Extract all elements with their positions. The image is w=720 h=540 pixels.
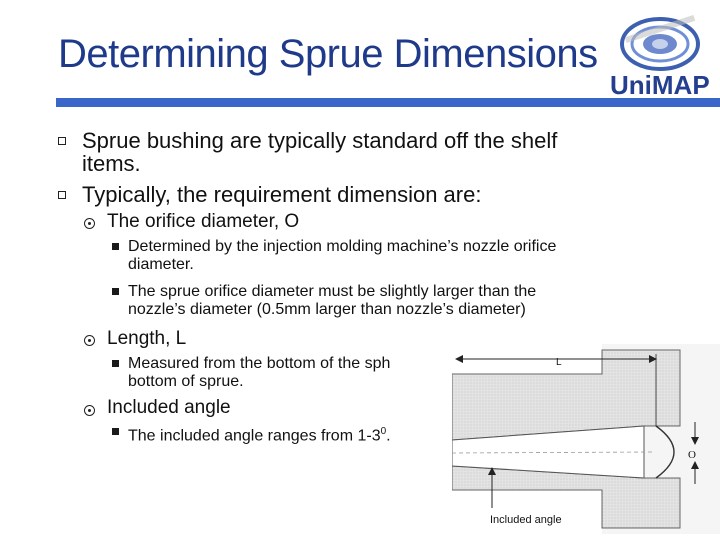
sub-bullet-marker-circle [84,218,95,229]
point-marker-square [112,360,119,367]
logo-text: UniMAP [610,70,710,98]
point-marker-square [112,428,119,435]
point-text: Measured from the bottom of the sph [128,355,391,372]
title-underline-bar [56,98,720,107]
point-text: Determined by the injection molding machine’s nozzle orifice [128,238,557,255]
bullet-text-continued: items. [82,151,141,176]
diagram-length-label: L [556,357,562,368]
sprue-bushing-diagram [452,340,720,540]
sub-bullet-marker-circle [84,405,95,416]
point-text-continued: diameter. [128,256,194,273]
sub-bullet-text: Included angle [107,397,231,418]
point-text: The sprue orifice diameter must be slightly larger than the [128,283,537,300]
bullet-marker-square [58,137,66,145]
bullet-text: Typically, the requirement dimension are: [82,182,482,207]
diagram-orifice-label: O [688,449,696,461]
sub-bullet-text: Length, L [107,328,187,349]
point-marker-square [112,288,119,295]
point-text-continued: bottom of sprue. [128,373,244,390]
superscript-degree: 0 [380,426,387,437]
sub-bullet-text: The orifice diameter, O [107,211,300,232]
diagram-angle-label: Included angle [490,514,562,526]
point-marker-square [112,243,119,250]
unimap-logo [608,12,712,98]
bullet-text: Sprue bushing are typically standard off the shelf [82,128,558,153]
sub-bullet-marker-circle [84,335,95,346]
slide-title: Determining Sprue Dimensions [58,32,598,76]
globe-icon [622,15,698,69]
point-text-continued: nozzle’s diameter (0.5mm larger than nozzle’s diameter) [128,301,526,318]
point-text: The included angle ranges from $1-3^0$. [128,426,391,445]
bullet-marker-square [58,191,66,199]
